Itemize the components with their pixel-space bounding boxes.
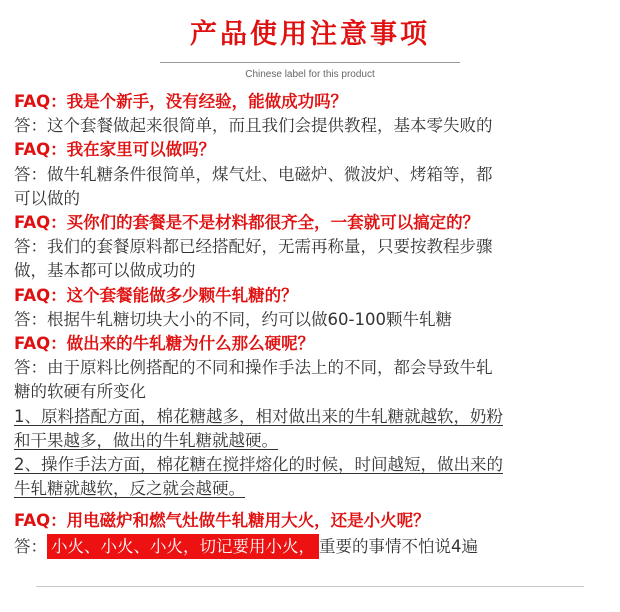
faq-question-2: FAQ：我在家里可以做吗？: [14, 140, 216, 160]
highlight-banner: 小火、小火、小火，切记要用小火，: [47, 534, 319, 559]
bottom-divider: [36, 586, 584, 587]
faq-point-1-line-2: 和干果越多，做出的牛轧糖就越硬。: [14, 430, 278, 450]
faq-question-4: FAQ：这个套餐能做多少颗牛轧糖的？: [14, 285, 298, 305]
page-subtitle: Chinese label for this product: [245, 69, 375, 80]
faq-question-1: FAQ：我是个新手，没有经验，能做成功吗？: [14, 92, 348, 111]
faq-answer-3-line-1: 答：我们的套餐原料都已经搭配好，无需再称量，只要按教程步骤: [14, 237, 493, 257]
faq-question-5: FAQ：做出来的牛轧糖为什么那么硬呢？: [14, 334, 315, 354]
faq-point-2-line-2: 牛轧糖就越软，反之就会越硬。: [14, 479, 245, 499]
faq-question-6: FAQ：用电磁炉和燃气灶做牛轧糖用大火，还是小火呢？: [14, 511, 430, 531]
faq-answer-2-line-1: 答：做牛轧糖条件很简单，煤气灶、电磁炉、微波炉、烤箱等，都: [14, 164, 493, 184]
faq-question-3: FAQ：买你们的套餐是不是材料都很齐全，一套就可以搞定的？: [14, 213, 480, 233]
page-title: 产品使用注意事项: [190, 19, 430, 50]
faq-answer-5-line-1: 答：由于原料比例搭配的不同和操作手法上的不同，都会导致牛轧: [14, 358, 493, 378]
faq-point-2-line-1: 2、操作手法方面，棉花糖在搅拌熔化的时候，时间越短，做出来的: [14, 455, 503, 475]
subtitle-divider: [160, 62, 460, 83]
faq-point-1-line-1: 1、原料搭配方面，棉花糖越多，相对做出来的牛轧糖就越软，奶粉: [14, 406, 503, 426]
faq-answer-6: [14, 534, 610, 559]
faq-answer-2-line-2: 可以做的: [14, 188, 80, 208]
faq-answer-4: 答：根据牛轧糖切块大小的不同，约可以做60-100颗牛轧糖: [14, 309, 452, 329]
faq-list: [14, 90, 610, 559]
answer-suffix: 重要的事情不怕说4遍: [319, 536, 478, 556]
answer-prefix: 答：: [14, 536, 47, 556]
faq-answer-3-line-2: 做，基本都可以做成功的: [14, 261, 196, 281]
faq-answer-5-line-2: 糖的软硬有所变化: [14, 382, 146, 402]
faq-answer-1: 答：这个套餐做起来很简单，而且我们会提供教程，基本零失败的: [14, 116, 493, 136]
